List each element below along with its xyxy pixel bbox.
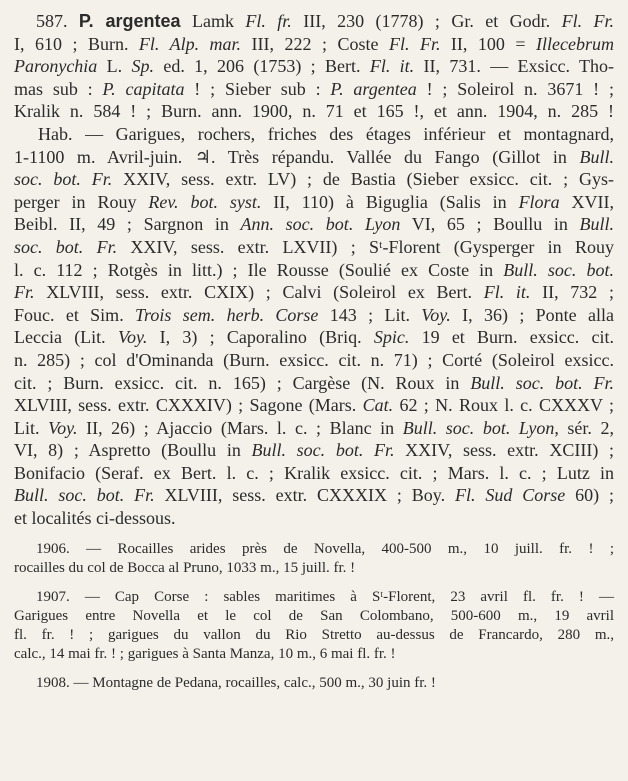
text-segment: XVII, — [559, 191, 614, 212]
text-segment: , sér. 2, — [554, 417, 614, 438]
text-segment: ed. 1, 206 (1753) ; Bert. — [154, 56, 370, 77]
italic-ref: Bull. — [579, 146, 614, 167]
italic-ref: Fl. Fr. — [561, 11, 614, 31]
italic-ref: soc. bot. Fr. — [14, 236, 118, 257]
habitat-line — [14, 417, 614, 440]
text-segment: n. 285) ; col d'Ominanda (Burn. exsicc. cit. n. 71) ; Corté (Soleirol exsicc. — [14, 349, 614, 370]
italic-ref: Fl. it. — [483, 282, 531, 303]
italic-ref: Fl. it. — [369, 56, 415, 77]
text-segment: 60) ; — [565, 485, 614, 506]
habitat-line — [14, 484, 614, 507]
observations — [14, 540, 614, 693]
citation-line — [14, 78, 614, 101]
italic-ref: Bull. soc. bot. Fr. — [251, 440, 395, 461]
text-segment: III, 230 (1778) ; Gr. et Godr. — [291, 11, 562, 31]
italic-ref: Spic. — [373, 327, 410, 348]
citation-line — [14, 55, 614, 78]
habitat-line — [14, 462, 614, 485]
habitat-line — [14, 168, 614, 191]
observation-line: fl. fr. ! ; garigues du vallon du Rio Stretto au-dessus de Francardo, 280 m., — [14, 626, 614, 643]
text-segment: perger in Rouy — [14, 191, 149, 212]
text-segment: l. c. 112 ; Rotgès in litt.) ; Ile Rousse (Soulié ex Coste in — [14, 259, 504, 280]
habitat-line — [14, 304, 614, 327]
observation-line: Garigues entre Novella et le col de San Colombano, 500-600 m., 19 avril — [14, 607, 614, 624]
text-segment: ! ; Sieber sub : — [184, 78, 331, 99]
text-segment: 19 et Burn. exsicc. cit. — [409, 327, 614, 348]
habitat-line — [14, 123, 614, 146]
italic-ref: Fr. — [14, 282, 35, 303]
habitat-line — [14, 507, 614, 530]
habitat-line — [14, 372, 614, 395]
text-segment: II, 731. — Exsicc. Tho- — [414, 56, 615, 77]
citation-line-0 — [192, 11, 614, 31]
text-segment: Leccia (Lit. — [14, 327, 118, 348]
italic-ref: Bull. soc. bot. — [503, 259, 614, 280]
text-segment: I, 610 ; Burn. — [14, 33, 139, 54]
text-segment: L. — [97, 56, 132, 77]
italic-ref: Sp. — [131, 56, 154, 77]
italic-ref: P. capitata — [102, 78, 185, 99]
entry-number: 587. — [36, 11, 68, 31]
text-segment: Lamk — [191, 11, 246, 31]
observation-1907 — [14, 588, 614, 664]
italic-ref: Bull. soc. bot. Fr. — [470, 372, 614, 393]
observation-line: 1907. — Cap Corse : sables maritimes à Sᵗ-Florent, 23 avril fl. fr. ! — — [36, 588, 614, 605]
text-segment: XLVIII, sess. extr. CXXXIX ; Boy. — [154, 485, 455, 506]
text-segment: II, 110) à Biguglia (Salis in — [261, 191, 519, 212]
observation-line: 1908. — Montagne de Pedana, rocailles, calc., 500 m., 30 juin fr. ! — [36, 674, 436, 691]
italic-ref: Bull. soc. bot. Lyon — [402, 417, 555, 438]
text-segment: II, 26) ; Ajaccio (Mars. l. c. ; Blanc in — [77, 417, 403, 438]
text-segment: I, 36) ; Ponte alla — [450, 304, 614, 325]
habitat-line — [14, 259, 614, 282]
text-segment: Lit. — [14, 417, 49, 438]
italic-ref: Bull. — [579, 214, 614, 235]
text-segment: Hab. — Garigues, rochers, friches des étages inférieur et montagnard, — [38, 123, 614, 144]
habitat-line — [14, 191, 614, 214]
habitat-line — [14, 349, 614, 372]
text-segment: ! ; Soleirol n. 3671 ! ; — [416, 78, 614, 99]
italic-ref: Ann. soc. bot. Lyon — [240, 214, 401, 235]
italic-ref: Paronychia — [14, 56, 98, 77]
text-segment: cit. ; Burn. exsicc. cit. n. 165) ; Cargèse (N. Roux in — [14, 372, 471, 393]
species-entry — [14, 10, 614, 530]
italic-ref: Voy. — [117, 327, 148, 348]
habitat-line — [14, 394, 614, 417]
italic-ref: Voy. — [421, 304, 451, 325]
text-segment: III, 222 ; Coste — [241, 33, 389, 54]
species-name: P. argentea — [78, 11, 181, 31]
italic-ref: Illecebrum — [536, 33, 614, 54]
italic-ref: Fl. Fr. — [388, 33, 441, 54]
text-segment: II, 732 ; — [530, 282, 615, 303]
habitat-line — [14, 439, 614, 462]
text-segment: XXIV, sess. extr. LXVII) ; Sᵗ-Florent (Gysperger in Rouy — [117, 236, 614, 257]
citation-line — [14, 33, 614, 56]
text-segment: mas sub : — [14, 78, 103, 99]
italic-ref: Trois sem. herb. Corse — [135, 304, 319, 325]
text-segment: VI, 8) ; Aspretto (Boullu in — [14, 440, 252, 461]
text-segment: 62 ; N. Roux l. c. CXXXV ; — [393, 395, 614, 416]
text-segment: XXIV, sess. extr. XCIII) ; — [394, 440, 614, 461]
italic-ref: P. argentea — [330, 78, 417, 99]
text-segment: XLVIII, sess. extr. CXXXIV) ; Sagone (Mars. — [14, 395, 363, 416]
text-segment: Beibl. II, 49 ; Sargnon in — [14, 214, 241, 235]
text-segment: XLVIII, sess. extr. CXIX) ; Calvi (Soleirol ex Bert. — [34, 282, 484, 303]
habitat-line — [14, 281, 614, 304]
italic-ref: soc. bot. Fr. — [14, 169, 113, 190]
italic-ref: Fl. fr. — [245, 11, 292, 31]
observation-line: calc., 14 mai fr. ! ; garigues à Santa Manza, 10 m., 6 mai fl. fr. ! — [14, 645, 396, 662]
italic-ref: Fl. Alp. mar. — [138, 33, 242, 54]
italic-ref: Voy. — [48, 417, 78, 438]
habitat-line — [14, 213, 614, 236]
text-segment: 143 ; Lit. — [318, 304, 422, 325]
observation-line: 1906. — Rocailles arides près de Novella, 400-500 m., 10 juill. fr. ! ; — [36, 540, 614, 557]
habitat-line — [14, 326, 614, 349]
observation-line: rocailles du col de Bocca al Pruno, 1033 m., 15 juill. fr. ! — [14, 559, 356, 576]
italic-ref: Rev. bot. syst. — [148, 191, 262, 212]
text-segment: et localités ci-dessous. — [14, 508, 176, 529]
entry-heading-line — [14, 10, 614, 33]
text-segment: Bonifacio (Seraf. ex Bert. l. c. ; Kralik exsicc. cit. ; Mars. l. c. ; Lutz in — [14, 462, 614, 483]
italic-ref: Flora — [518, 191, 560, 212]
italic-ref: Fl. Sud Corse — [454, 485, 566, 506]
text-segment: 1-1100 m. Avril-juin. ♃. Très répandu. Vallée du Fango (Gillot in — [14, 146, 580, 167]
text-segment: Fouc. et Sim. — [14, 304, 136, 325]
italic-ref: Bull. soc. bot. Fr. — [14, 485, 155, 506]
italic-ref: Cat. — [362, 395, 394, 416]
text-segment: VI, 65 ; Boullu in — [400, 214, 580, 235]
habitat-line — [14, 236, 614, 259]
text-segment: II, 100 = — [440, 33, 537, 54]
observation-1908 — [14, 674, 614, 693]
citation-line — [14, 100, 614, 123]
observation-1906 — [14, 540, 614, 578]
text-segment: Kralik n. 584 ! ; Burn. ann. 1900, n. 71 et 165 !, et ann. 1904, n. 285 ! — [14, 101, 614, 122]
habitat-line — [14, 146, 614, 169]
text-segment: I, 3) ; Caporalino (Briq. — [147, 327, 374, 348]
text-segment: XXIV, sess. extr. LV) ; de Bastia (Sieber exsicc. cit. ; Gys- — [112, 169, 614, 190]
